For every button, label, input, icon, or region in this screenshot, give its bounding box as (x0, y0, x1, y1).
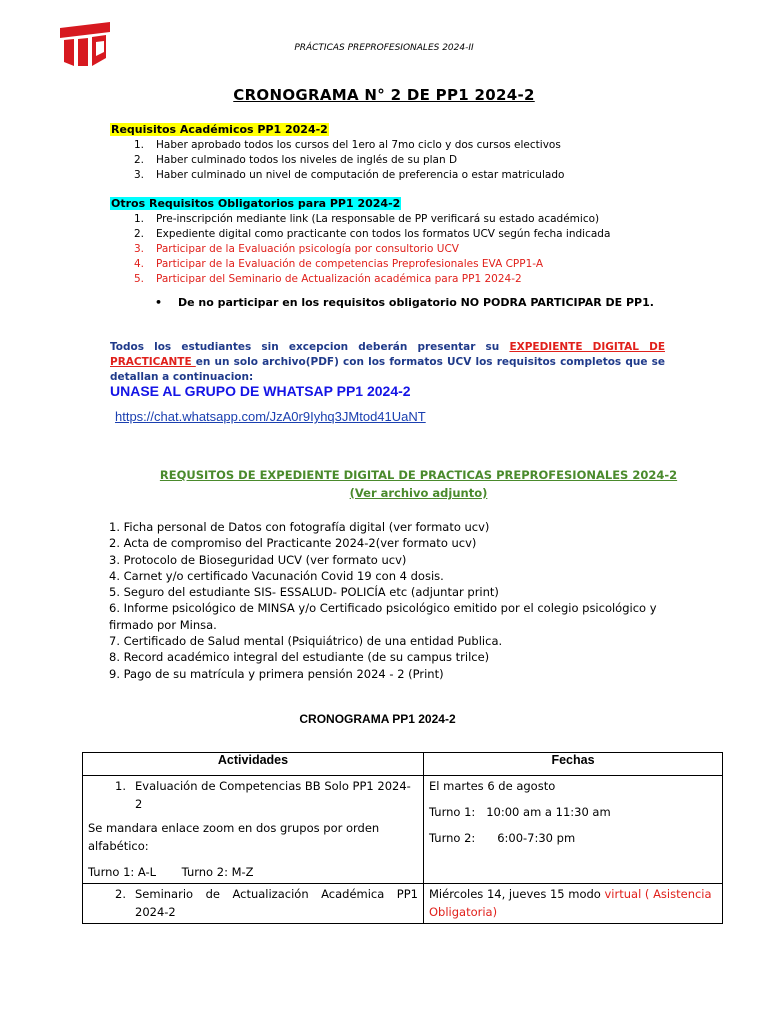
other-requirements-section (110, 192, 610, 287)
participation-warning: • De no participar en los requisitos obligatorio NO PODRA PARTICIPAR DE PP1. (155, 296, 654, 309)
intro-paragraph: Todos los estudiantes sin excepcion deberán presentar su EXPEDIENTE DIGITAL DE PRACTICANTE en un solo archivo(PDF) con los formatos UCV los requisitos completos que se detallan a continuacion: (110, 341, 665, 383)
table-row (83, 884, 723, 924)
activity-2: 2. Seminario de Actualización Académica PP1 2024-2 (115, 887, 422, 919)
list-item: 1. Haber aprobado todos los cursos del 1ero al 7mo ciclo y dos cursos electivos (134, 139, 561, 151)
cronograma-table (82, 752, 723, 924)
attendance-note: virtual ( Asistencia Obligatoria) (429, 887, 712, 919)
activity-1-turno1: Turno 1: 10:00 am a 11:30 am (429, 805, 611, 819)
list-item: 5. Participar del Seminario de Actualización académica para PP1 2024-2 (134, 273, 522, 285)
list-item: 4. Participar de la Evaluación de competencias Preprofesionales EVA CPP1-A (134, 258, 544, 270)
whatsapp-link[interactable]: https://chat.whatsapp.com/JzA0r9Iyhq3JMtod41UaNT (115, 409, 426, 424)
running-header: PRÁCTICAS PREPROFESIONALES 2024-II (294, 43, 474, 53)
column-header-fechas: Fechas (424, 753, 723, 776)
academic-requirements-heading: Requisitos Académicos PP1 2024-2 (111, 123, 328, 136)
list-item: 3. Protocolo de Bioseguridad UCV (ver formato ucv) (109, 552, 407, 567)
expediente-section-title (0, 466, 768, 502)
list-item: 3. Haber culminado un nivel de computación de preferencia o estar matriculado (134, 169, 565, 181)
page-title: CRONOGRAMA N° 2 DE PP1 2024-2 (233, 86, 535, 104)
activity-1: 1. Evaluación de Competencias BB Solo PP1 2024-2 (115, 779, 411, 811)
list-item: 4. Carnet y/o certificado Vacunación Covid 19 con 4 dosis. (109, 568, 444, 583)
expediente-title: REQUSITOS DE EXPEDIENTE DIGITAL DE PRACTICAS PREPROFESIONALES 2024-2 (159, 468, 678, 482)
list-item: 3. Participar de la Evaluación psicología por consultorio UCV (134, 243, 459, 255)
expediente-subtitle: (Ver archivo adjunto) (349, 486, 488, 500)
table-row (83, 776, 723, 884)
list-item: 6. Informe psicológico de MINSA y/o Certificado psicológico emitido por el colegio psicológico y firmado por Minsa. (109, 601, 657, 632)
list-item: 2. Haber culminado todos los niveles de inglés de su plan D (134, 154, 458, 166)
list-item: 5. Seguro del estudiante SIS- ESSALUD- POLICÍA etc (adjuntar print) (109, 585, 499, 600)
expediente-list (109, 519, 669, 682)
list-item: 2. Acta de compromiso del Practicante 2024-2(ver formato ucv) (109, 536, 477, 551)
cronograma-title: CRONOGRAMA PP1 2024-2 (299, 712, 456, 726)
activity-1-note: Se mandara enlace zoom en dos grupos por orden alfabético: (88, 821, 380, 853)
bullet-icon: • (155, 296, 163, 309)
activity-2-date: Miércoles 14, jueves 15 modo virtual ( Asistencia Obligatoria) (429, 887, 712, 919)
whatsapp-heading: UNASE AL GRUPO DE WHATSAP PP1 2024-2 (110, 383, 411, 399)
list-item: 8. Record académico integral del estudiante (de su campus trilce) (109, 650, 490, 665)
activity-1-turno2: Turno 2: 6:00-7:30 pm (429, 831, 576, 845)
list-item: 2. Expediente digital como practicante con todos los formatos UCV según fecha indicada (134, 228, 611, 240)
activity-1-date: El martes 6 de agosto (429, 779, 556, 793)
activity-1-turnos: Turno 1: A-L Turno 2: M-Z (88, 865, 254, 879)
list-item: 9. Pago de su matrícula y primera pensión 2024 - 2 (Print) (109, 666, 444, 681)
table-header-row (83, 753, 723, 776)
academic-requirements-section (110, 118, 564, 183)
list-item: 1. Ficha personal de Datos con fotografía digital (ver formato ucv) (109, 520, 490, 534)
list-item: 1. Pre-inscripción mediante link (La responsable de PP verificará su estado académico) (134, 213, 600, 225)
column-header-actividades: Actividades (83, 753, 424, 776)
other-requirements-heading: Otros Requisitos Obligatorios para PP1 2024-2 (111, 197, 401, 210)
list-item: 7. Certificado de Salud mental (Psiquiátrico) de una entidad Publica. (109, 634, 503, 649)
expediente-highlight: EXPEDIENTE DIGITAL DE PRACTICANTE (110, 341, 665, 368)
